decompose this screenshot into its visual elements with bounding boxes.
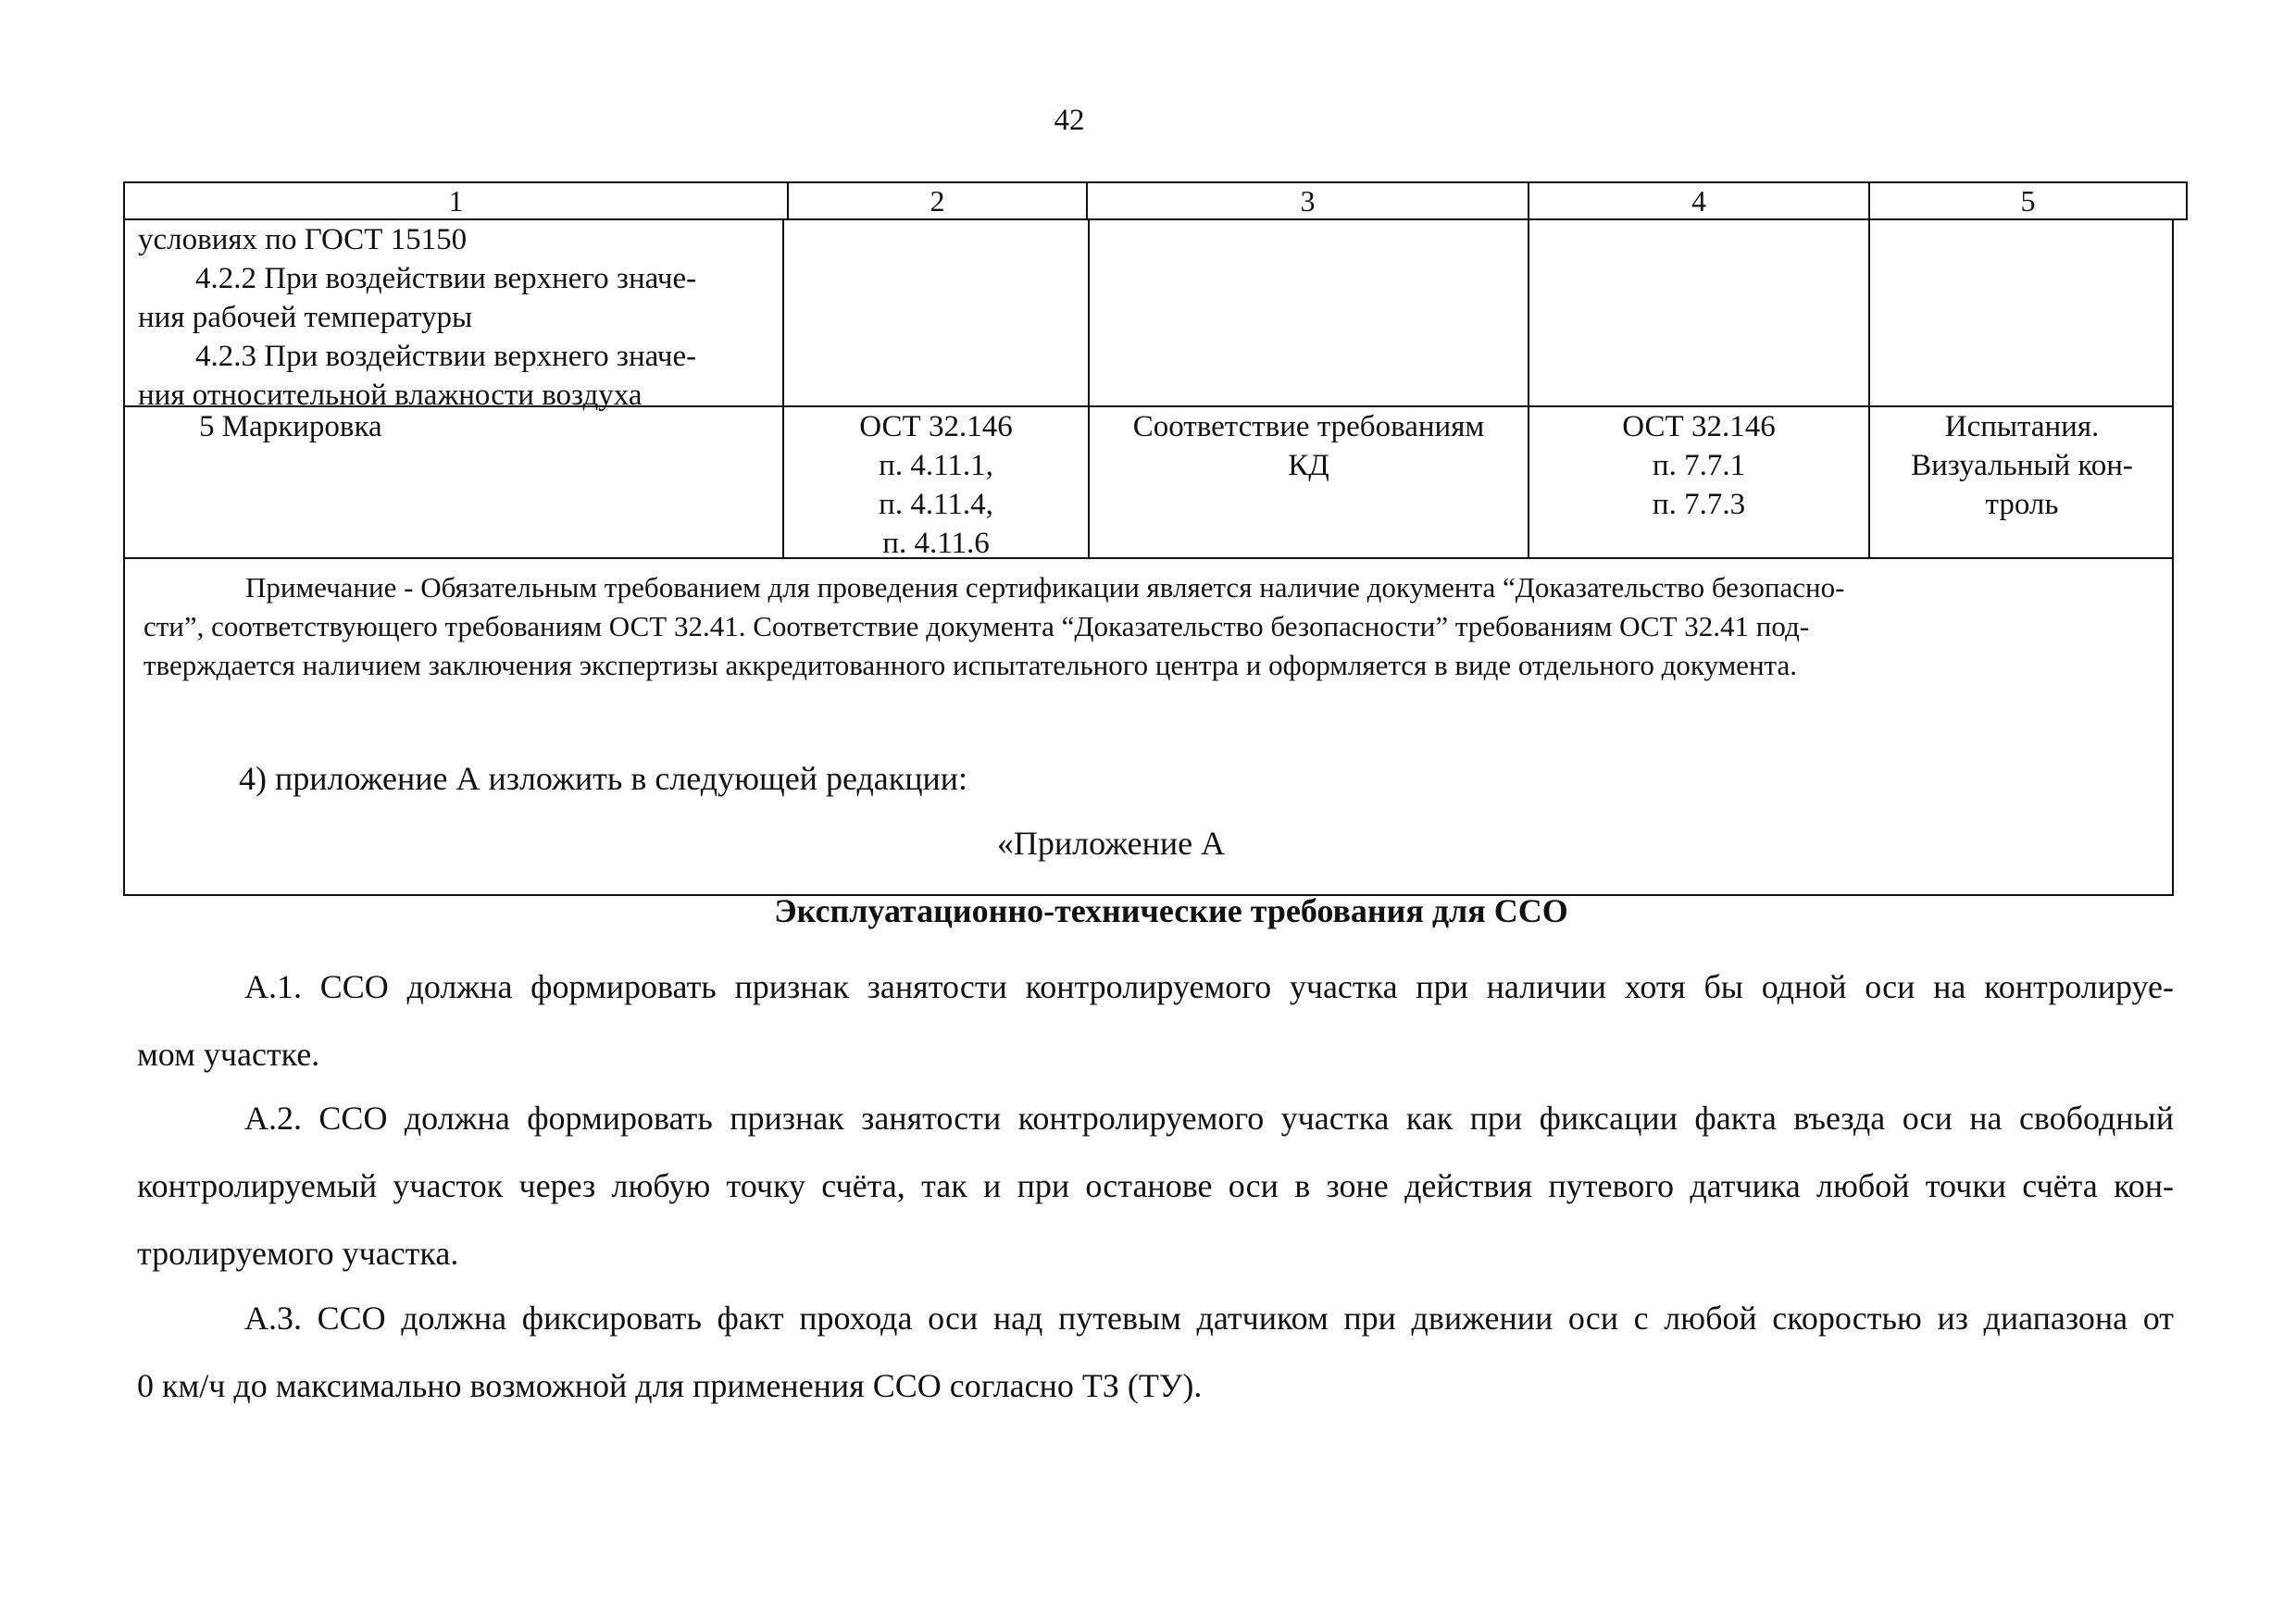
row1-col1-line: условиях по ГОСТ 15150 — [138, 223, 468, 256]
table-row — [125, 220, 2172, 412]
row2-col5 — [1868, 407, 2174, 557]
paragraph-line: контролируемый участок через любую точку счёта, так и при останове оси в зоне действия путевого датчика любой точки счёта кон- — [137, 1167, 2174, 1204]
row2-col5-line: троль — [1985, 488, 2059, 521]
appendix-title: «Приложение А — [996, 825, 1226, 862]
row2-col4-line: ОСТ 32.146 — [1622, 410, 1776, 443]
row1-col5 — [1868, 220, 2174, 405]
row2-col2-line: п. 4.11.6 — [882, 527, 990, 560]
row2-col4 — [1528, 407, 1868, 557]
appendix-heading: Эксплуатационно-технические требования для ССО — [774, 892, 1568, 929]
row2-col3-line: Соответствие требованиям — [1132, 410, 1485, 443]
paragraph-line: 0 км/ч до максимально возможной для применения ССО согласно ТЗ (ТУ). — [137, 1367, 1203, 1404]
row1-col4 — [1528, 220, 1868, 405]
note-line: тверждается наличием заключения экспертизы аккредитованного испытательного центра и оформляется в виде отдельного документа. — [144, 649, 1797, 681]
row2-col1-text: 5 Маркировка — [199, 410, 382, 443]
row1-col1-line: ния рабочей температуры — [138, 301, 473, 334]
table-note — [125, 559, 2172, 711]
row2-col4-line: п. 7.7.3 — [1652, 488, 1746, 521]
row1-col1-line: 4.2.3 При воздействии верхнего значе- — [195, 340, 697, 373]
row2-col2-line: п. 4.11.4, — [879, 488, 993, 521]
table-header-row — [123, 181, 2188, 220]
row1-col1-line: ния относительной влажности воздуха — [138, 379, 643, 412]
note-line: сти”, соответствующего требованиям ОСТ 32.41. Соответствие документа “Доказательство безопасности” требованиям ОСТ 32.41 под- — [144, 610, 1810, 642]
row1-col2 — [782, 220, 1088, 405]
table-row — [125, 407, 2172, 559]
row2-col5-line: Испытания. — [1944, 410, 2100, 443]
row2-col2-line: ОСТ 32.146 — [859, 410, 1013, 443]
list-item-4: 4) приложение А изложить в следующей редакции: — [239, 760, 968, 797]
paragraph-line: А.3. ССО должна фиксировать факт прохода оси над путевым датчиком при движении оси с любой скоростью из диапазона от — [244, 1300, 2174, 1337]
row2-col4-line: п. 7.7.1 — [1652, 449, 1746, 482]
paragraph-a2 — [137, 1085, 2174, 1288]
paragraph-line: тролируемого участка. — [137, 1235, 459, 1272]
row1-col1-line: 4.2.2 При воздействии верхнего значе- — [195, 262, 697, 295]
row2-col3 — [1088, 407, 1528, 557]
row1-col1 — [125, 220, 782, 412]
row2-col1 — [125, 407, 782, 557]
row1-col3 — [1088, 220, 1528, 405]
row2-col3-line: КД — [1288, 449, 1329, 482]
paragraph-a1 — [137, 953, 2174, 1089]
paragraph-line: А.2. ССО должна формировать признак занятости контролируемого участка как при фиксации факта въезда оси на свободный — [244, 1100, 2174, 1137]
row2-col5-line: Визуальный кон- — [1911, 449, 2133, 482]
header-col-5: 5 — [1868, 183, 2186, 218]
paragraph-line: мом участке. — [137, 1036, 320, 1073]
header-col-4: 4 — [1528, 183, 1868, 218]
paragraph-a3 — [137, 1285, 2174, 1420]
page-number: 42 — [1054, 104, 1085, 137]
header-col-1: 1 — [448, 184, 464, 218]
header-col-3: 3 — [1086, 183, 1528, 218]
paragraph-line: А.1. ССО должна формировать признак занятости контролируемого участка при наличии хотя бы одной оси на контролируе- — [244, 968, 2174, 1005]
header-col-2: 2 — [787, 183, 1086, 218]
note-line: Примечание - Обязательным требованием для проведения сертификации является наличие документа “Доказательство безопасно- — [245, 571, 1845, 604]
row2-col2 — [782, 407, 1088, 560]
row2-col2-line: п. 4.11.1, — [879, 449, 993, 482]
